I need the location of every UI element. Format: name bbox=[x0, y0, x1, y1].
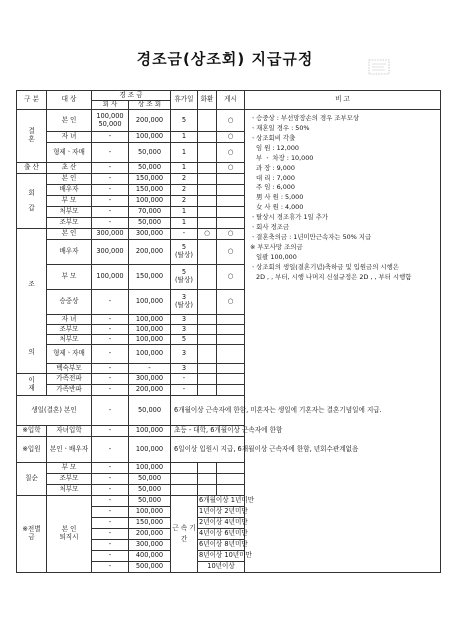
cell-empty bbox=[171, 474, 198, 485]
cell-empty bbox=[171, 463, 198, 474]
group-60th-birthday: 회 갑 bbox=[17, 174, 47, 229]
cell-period: 6개월이상 1년미만 bbox=[198, 496, 245, 507]
cell-empty bbox=[217, 474, 245, 485]
remarks-cell bbox=[245, 110, 441, 573]
header-target: 대 상 bbox=[47, 91, 92, 110]
cell-mutual: 100,000 bbox=[129, 325, 171, 335]
cell-post bbox=[217, 385, 245, 396]
cell-post bbox=[217, 196, 245, 207]
cell-company: - bbox=[92, 540, 129, 551]
remark-line: 2D , , 부터, 시행 나머지 신설규정은 2D , , 부터 시행함 bbox=[256, 272, 412, 281]
group-birth: 출 산 bbox=[17, 163, 47, 174]
cell-wreath bbox=[198, 325, 217, 335]
cell-company: - bbox=[92, 374, 129, 385]
cell-leave: 2 bbox=[171, 185, 198, 196]
cell-wreath bbox=[198, 196, 217, 207]
cell-period: 4년이상 6년미만 bbox=[198, 529, 245, 540]
cell-wreath bbox=[198, 218, 217, 229]
cell-target: 부 모 bbox=[47, 463, 92, 474]
cell-target: 조부모 bbox=[47, 325, 92, 335]
cell-company: 300,000 bbox=[92, 240, 129, 265]
cell-company: - bbox=[92, 426, 129, 437]
cell-target: 자녀입학 bbox=[47, 426, 92, 437]
cell-empty bbox=[198, 485, 217, 496]
cell-company: - bbox=[92, 562, 129, 573]
cell-company: - bbox=[92, 364, 129, 374]
cell-company: - bbox=[92, 529, 129, 540]
remark-line: ㆍ상조회비 각출 bbox=[250, 133, 296, 142]
cell-company: - bbox=[92, 196, 129, 207]
cell-leave: - bbox=[171, 229, 198, 240]
cell-mutual: 100,000 bbox=[129, 335, 171, 345]
cell-mutual: 300,000 bbox=[129, 540, 171, 551]
cell-mutual: - bbox=[129, 364, 171, 374]
cell-wreath bbox=[198, 185, 217, 196]
cell-target: 배우자 bbox=[47, 240, 92, 265]
cell-wreath bbox=[198, 132, 217, 143]
header-company: 회 사 bbox=[92, 101, 129, 110]
cell-post: ○ bbox=[217, 229, 245, 240]
cell-wreath: ○ bbox=[198, 229, 217, 240]
cell-post: ○ bbox=[217, 132, 245, 143]
cell-empty bbox=[198, 463, 217, 474]
cell-leave: 1 bbox=[171, 132, 198, 143]
cell-wreath bbox=[198, 207, 217, 218]
cell-leave: 2 bbox=[171, 196, 198, 207]
cell-leave: 3 bbox=[171, 364, 198, 374]
cell-empty bbox=[171, 485, 198, 496]
cell-company: 300,000 bbox=[92, 229, 129, 240]
cell-mutual: 100,000 bbox=[129, 463, 171, 474]
cell-company: - bbox=[92, 496, 129, 507]
cell-leave: 1 bbox=[171, 143, 198, 163]
cell-company: - bbox=[92, 518, 129, 529]
cell-company: - bbox=[92, 132, 129, 143]
group-hospital: ※입원 bbox=[17, 437, 47, 463]
cell-note: 6개월이상 근속자에 한함, 미혼자는 생일에 기혼자는 결혼기념일에 지급. bbox=[171, 396, 441, 426]
cell-leave: 1 bbox=[171, 163, 198, 174]
cell-mutual: 100,000 bbox=[129, 132, 171, 143]
group-condolence-bottom: 의 bbox=[28, 347, 35, 356]
cell-note: 초등 - 대학, 6개월이상 근속자에 한함 bbox=[171, 426, 441, 437]
cell-company: - bbox=[92, 335, 129, 345]
remark-line: ㆍ탈상시 경조휴가 1일 추가 bbox=[250, 213, 329, 222]
stamp-mark bbox=[368, 58, 390, 76]
header-leave: 휴가일 bbox=[171, 91, 198, 110]
cell-post bbox=[217, 185, 245, 196]
cell-leave: 3 (탈상) bbox=[171, 290, 198, 315]
cell-target: 형제ㆍ자매 bbox=[47, 143, 92, 163]
remark-line: 일괄 100,000 bbox=[256, 252, 297, 261]
cell-wreath bbox=[198, 315, 217, 325]
cell-company: - bbox=[92, 507, 129, 518]
cell-mutual: 150,000 bbox=[129, 265, 171, 290]
cell-mutual: 150,000 bbox=[129, 518, 171, 529]
cell-leave: 1 bbox=[171, 207, 198, 218]
cell-duration-label: 근 속 기 간 bbox=[171, 496, 198, 573]
cell-mutual: 50,000 bbox=[129, 163, 171, 174]
cell-wreath bbox=[198, 345, 217, 364]
cell-company: - bbox=[92, 437, 129, 463]
cell-mutual: 50,000 bbox=[129, 485, 171, 496]
group-admission: ※입학 bbox=[17, 426, 47, 437]
cell-leave: 5 bbox=[171, 110, 198, 132]
benefit-table bbox=[16, 90, 441, 573]
cell-post bbox=[217, 325, 245, 335]
cell-target: 형제ㆍ자매 bbox=[47, 345, 92, 364]
cell-mutual: 200,000 bbox=[129, 110, 171, 132]
cell-empty bbox=[217, 485, 245, 496]
cell-post: ○ bbox=[217, 110, 245, 132]
cell-company: - bbox=[92, 315, 129, 325]
cell-wreath bbox=[198, 374, 217, 385]
header-gubun: 구 분 bbox=[17, 91, 47, 110]
remark-line: ㆍ결혼축의금 : 1년미만근속자는 50% 지급 bbox=[250, 233, 372, 242]
cell-mutual: 150,000 bbox=[129, 185, 171, 196]
cell-target: 조부모 bbox=[47, 474, 92, 485]
cell-post bbox=[217, 218, 245, 229]
cell-company: - bbox=[92, 207, 129, 218]
remark-line: 과 장 : 9,000 bbox=[256, 163, 295, 172]
cell-post: ○ bbox=[217, 163, 245, 174]
cell-company: - bbox=[92, 385, 129, 396]
group-marriage: 결 혼 bbox=[17, 110, 47, 163]
cell-period: 6년이상 8년미만 bbox=[198, 540, 245, 551]
cell-target: 본인ㆍ배우자 bbox=[47, 437, 92, 463]
cell-post: ○ bbox=[217, 240, 245, 265]
cell-post bbox=[217, 345, 245, 364]
cell-mutual: 100,000 bbox=[129, 196, 171, 207]
cell-target: 본 인 퇴직시 bbox=[47, 496, 92, 573]
remark-line: 주 임 : 6,000 bbox=[256, 183, 295, 192]
cell-leave: - bbox=[171, 385, 198, 396]
cell-wreath bbox=[198, 364, 217, 374]
group-disaster: 이 재 bbox=[17, 374, 47, 396]
cell-empty bbox=[198, 474, 217, 485]
remark-line: 女 사 원 : 4,000 bbox=[256, 203, 304, 212]
cell-target: 부 모 bbox=[47, 265, 92, 290]
cell-period: 10년이상 bbox=[198, 562, 245, 573]
cell-wreath bbox=[198, 385, 217, 396]
cell-post bbox=[217, 335, 245, 345]
header-mutual: 상 조 회 bbox=[129, 101, 171, 110]
cell-mutual: 100,000 bbox=[129, 437, 171, 463]
remark-line: 男 사 원 : 5,000 bbox=[256, 193, 304, 202]
cell-leave: 5 (탈상) bbox=[171, 265, 198, 290]
cell-target: 처부모 bbox=[47, 485, 92, 496]
cell-mutual: 400,000 bbox=[129, 551, 171, 562]
cell-mutual: 50,000 bbox=[129, 143, 171, 163]
cell-mutual: 50,000 bbox=[129, 218, 171, 229]
cell-target: 조부모 bbox=[47, 218, 92, 229]
remark-line: 임 원 : 12,000 bbox=[256, 143, 299, 152]
group-farewell: ※전별 금 bbox=[17, 496, 47, 573]
cell-company: - bbox=[92, 290, 129, 315]
cell-target: 부 모 bbox=[47, 196, 92, 207]
cell-post bbox=[217, 207, 245, 218]
cell-wreath bbox=[198, 335, 217, 345]
cell-leave: 5 (탈상) bbox=[171, 240, 198, 265]
cell-mutual: 50,000 bbox=[129, 474, 171, 485]
remark-line: ㆍ상조회의 생일(결혼기념)축하금 및 입원금의 시행은 bbox=[250, 262, 399, 271]
cell-target: 배우자 bbox=[47, 185, 92, 196]
remark-line: ㆍ재혼일 경우 : 50% bbox=[250, 123, 310, 132]
cell-wreath bbox=[198, 143, 217, 163]
cell-target: 승중상 bbox=[47, 290, 92, 315]
cell-company: - bbox=[92, 485, 129, 496]
cell-wreath bbox=[198, 290, 217, 315]
cell-company: - bbox=[92, 185, 129, 196]
cell-post bbox=[217, 174, 245, 185]
cell-wreath bbox=[198, 163, 217, 174]
cell-post bbox=[217, 374, 245, 385]
cell-mutual: 200,000 bbox=[129, 240, 171, 265]
cell-period: 1년이상 2년미만 bbox=[198, 507, 245, 518]
cell-target: 본 인 bbox=[47, 229, 92, 240]
cell-mutual: 100,000 bbox=[129, 426, 171, 437]
cell-target: 본 인 bbox=[47, 110, 92, 132]
cell-company: - bbox=[92, 143, 129, 163]
cell-mutual: 70,000 bbox=[129, 207, 171, 218]
header-amount: 경 조 금 bbox=[92, 91, 171, 101]
cell-company: - bbox=[92, 551, 129, 562]
page-title: 경조금(상조회) 지급규정 bbox=[136, 50, 314, 68]
header-post: 게시 bbox=[217, 91, 245, 110]
group-condolence-top: 조 bbox=[28, 280, 35, 288]
cell-mutual: 300,000 bbox=[129, 374, 171, 385]
cell-mutual: 50,000 bbox=[129, 496, 171, 507]
cell-post bbox=[217, 315, 245, 325]
cell-company: 100,000 50,000 bbox=[92, 110, 129, 132]
cell-target: 백숙부모 bbox=[47, 364, 92, 374]
remark-line: 부 ㆍ 차장 : 10,000 bbox=[256, 153, 314, 162]
header-remarks: 비 고 bbox=[245, 91, 441, 110]
cell-company: 100,000 bbox=[92, 265, 129, 290]
cell-mutual: 500,000 bbox=[129, 562, 171, 573]
cell-company: - bbox=[92, 463, 129, 474]
cell-target: 자 녀 bbox=[47, 315, 92, 325]
remark-line: ㆍ회사 경조금 bbox=[250, 223, 290, 232]
cell-wreath bbox=[198, 110, 217, 132]
cell-empty bbox=[217, 463, 245, 474]
cell-target: 가족반파 bbox=[47, 385, 92, 396]
cell-company: - bbox=[92, 396, 129, 426]
cell-period: 2년이상 4년미만 bbox=[198, 518, 245, 529]
cell-company: - bbox=[92, 174, 129, 185]
cell-company: - bbox=[92, 474, 129, 485]
header-wreath: 화환 bbox=[198, 91, 217, 110]
cell-company: - bbox=[92, 163, 129, 174]
cell-leave: 3 bbox=[171, 325, 198, 335]
cell-mutual: 150,000 bbox=[129, 174, 171, 185]
cell-mutual: 200,000 bbox=[129, 385, 171, 396]
cell-leave: - bbox=[171, 374, 198, 385]
cell-wreath bbox=[198, 265, 217, 290]
cell-target: 처부모 bbox=[47, 207, 92, 218]
cell-company: - bbox=[92, 345, 129, 364]
cell-mutual: 100,000 bbox=[129, 345, 171, 364]
remark-line: 대 리 : 7,000 bbox=[256, 173, 295, 182]
group-birthday: 생일(결혼) 본인 bbox=[17, 396, 92, 426]
cell-mutual: 200,000 bbox=[129, 529, 171, 540]
cell-target: 초 산 bbox=[47, 163, 92, 174]
cell-wreath bbox=[198, 174, 217, 185]
cell-note: 6일이상 입원시 지급, 6개월이상 근속자에 한함, 년회수관계없음 bbox=[171, 437, 441, 463]
cell-leave: 5 bbox=[171, 335, 198, 345]
cell-post bbox=[217, 364, 245, 374]
cell-mutual: 50,000 bbox=[129, 396, 171, 426]
cell-period: 8년이상 10년미만 bbox=[198, 551, 245, 562]
cell-target: 가족전파 bbox=[47, 374, 92, 385]
cell-leave: 1 bbox=[171, 218, 198, 229]
cell-mutual: 100,000 bbox=[129, 290, 171, 315]
remark-line: ㆍ승중상 : 부선망장손의 경우 조부모상 bbox=[250, 114, 360, 122]
cell-leave: 3 bbox=[171, 345, 198, 364]
group-condolence bbox=[17, 229, 47, 374]
cell-wreath bbox=[198, 240, 217, 265]
cell-mutual: 100,000 bbox=[129, 315, 171, 325]
cell-target: 본 인 bbox=[47, 174, 92, 185]
cell-post: ○ bbox=[217, 290, 245, 315]
cell-leave: 3 bbox=[171, 315, 198, 325]
cell-target: 처부모 bbox=[47, 335, 92, 345]
cell-mutual: 300,000 bbox=[129, 229, 171, 240]
group-70th-birthday: 칠순 bbox=[17, 463, 47, 496]
cell-target: 자 녀 bbox=[47, 132, 92, 143]
cell-post: ○ bbox=[217, 143, 245, 163]
cell-company: - bbox=[92, 325, 129, 335]
remark-line: ※ 부모사망 조의금 bbox=[250, 242, 303, 251]
cell-mutual: 100,000 bbox=[129, 507, 171, 518]
cell-company: - bbox=[92, 218, 129, 229]
cell-post: ○ bbox=[217, 265, 245, 290]
cell-leave: 2 bbox=[171, 174, 198, 185]
